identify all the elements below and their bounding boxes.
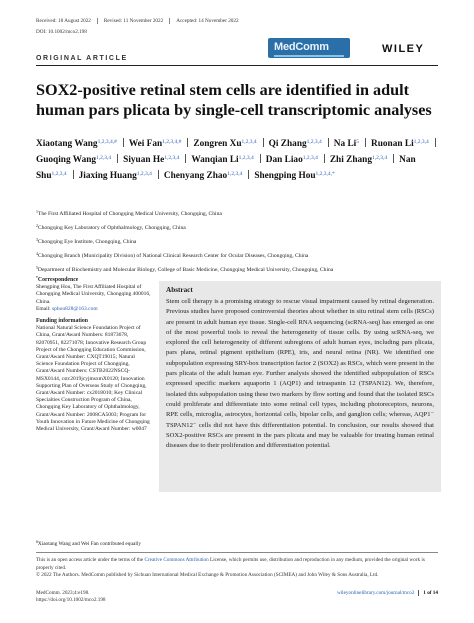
- license-text: This is an open access article under the terms of the: [36, 557, 145, 563]
- publisher-logo[interactable]: WILEY: [382, 43, 425, 55]
- correspondence-email-link[interactable]: sphou828@163.com: [52, 305, 98, 312]
- affiliation-item: $^1$The First Affiliated Hospital of Chongqing Medical University, Chongqing, China: [36, 210, 222, 217]
- author-name[interactable]: Jiaxing Huang$^{1,2,3,4}$: [78, 171, 152, 182]
- author-name[interactable]: Ruonan Li$^{1,2,3,4}$: [371, 139, 429, 149]
- correspondence-body: Shengping Hou, The First Affiliated Hospital of Chongqing Medical University, Chongqing 400016, China.: [36, 284, 151, 305]
- author-separator: [435, 138, 436, 147]
- email-label: Email:: [36, 305, 51, 312]
- author-separator: [263, 138, 264, 147]
- author-name[interactable]: Dan Liao$^{1,2,3,4}$: [265, 155, 318, 166]
- doi: DOI: 10.1002/mco2.198: [36, 29, 87, 35]
- author-affiliation-marks: 1,2,3,4: [413, 139, 429, 145]
- author-name[interactable]: Nan Shu$^{1,2,3,4}$: [36, 155, 416, 182]
- affiliation-item: $^5$Department of Biochemistry and Molecular Biology, College of Basic Medicine, Chongqing Medical University, Chongqing, China: [36, 266, 334, 274]
- author-name[interactable]: Chenyang Zhao$^{1,2,3,4}$: [163, 171, 243, 182]
- author-list: [36, 135, 446, 184]
- affiliation-item: $^3$Chongqing Eye Institute, Chongqing, China: [36, 238, 137, 246]
- author-affiliation-marks: 1,2,3,4: [136, 171, 152, 178]
- journal-logo-text: MedComm: [274, 41, 329, 53]
- author-affiliation-marks: 1,2,3,4: [371, 155, 388, 162]
- author-affiliation-marks: 1,2,3,4: [227, 171, 243, 178]
- author-separator: [158, 170, 159, 179]
- accepted-date: Accepted: 14 November 2022: [176, 18, 239, 24]
- license-text-end: License, which permits use, distribution and reproduction in any medium, provided the original work is properly cited.: [36, 557, 425, 571]
- revised-date: Revised: 11 November 2022: [104, 18, 170, 24]
- author-name[interactable]: Siyuan He$^{1,2,3,4}$: [123, 155, 180, 166]
- footnote-text: Xiaotang Wang and Wei Fan contributed equally: [37, 541, 142, 547]
- author-name[interactable]: Wei Fan$^{1,2,3,4,\#}$: [128, 139, 182, 149]
- copyright-line: © 2022 The Authors. MedComm published by Sichuan International Medical Exchange & Promotion Association (SCIMEA) and John Wiley & Sons Australia, Ltd.: [36, 572, 379, 578]
- page-footer: [36, 590, 438, 604]
- author-name[interactable]: Qi Zhang$^{1,2,3,4}$: [268, 139, 322, 149]
- author-name[interactable]: Na Li$^5$: [333, 139, 360, 149]
- author-separator: [185, 154, 186, 163]
- funding-information: [36, 318, 152, 433]
- contribution-footnote: [36, 540, 141, 547]
- journal-citation: MedComm. 2023;4:e198.: [36, 590, 90, 596]
- author-separator: [328, 138, 329, 147]
- affiliation-list: [36, 206, 446, 276]
- author-affiliation-marks: 1,2,3,4,#: [97, 139, 117, 145]
- received-date: Received: 18 August 2022: [36, 18, 98, 24]
- page-number: 1 of 14: [418, 590, 438, 596]
- author-affiliation-marks: 1,2,3,4: [238, 155, 254, 162]
- abstract-heading: Abstract: [166, 286, 193, 294]
- affiliation-item: $^2$Chongqing Key Laboratory of Ophthalmology, Chongqing, China: [36, 224, 186, 232]
- author-separator: [187, 138, 188, 147]
- author-affiliation-marks: 1,2,3,4: [96, 155, 112, 162]
- footnote-marker: #: [36, 540, 38, 544]
- author-affiliation-marks: 1,2,3,4: [164, 155, 180, 162]
- author-separator: [393, 154, 394, 163]
- author-affiliation-marks: 1,2,3,4,#: [162, 139, 182, 145]
- journal-site-link[interactable]: wileyonlinelibrary.com/journal/mco2: [336, 590, 415, 596]
- journal-logo[interactable]: [268, 38, 350, 58]
- author-separator: [117, 154, 118, 163]
- author-separator: [248, 170, 249, 179]
- abstract-text: Stem cell therapy is a promising strategy to rescue visual impairment caused by retinal degeneration. Previous studies have proposed controversial theories about whether in situ retinal stem cells (RSCs) are present in adult human eye tissue. Single-cell RNA sequencing (scRNA-seq) has emerged as one of the most powerful tools to reveal the heterogeneity of tissue cells. By using scRNA-seq, we explored the cell heterogeneity of different subregions of adult human eyes, including pars plicata, pars plana, retinal pigment epithelium (RPE), iris, and neural retina (NR). We identified one subpopulation expressing SRY-box transcription factor 2 (SOX2) as RSCs, which were present in the pars plicata of the adult human eye. Further analysis showed the identified subpopulation of RSCs expressed specific markers aquaporin 1 (AQP1) and tetraspanin 12 (TSPAN12). We, therefore, isolated this subpopulation using these two markers by flow sorting and found that the isolated RSCs could proliferate and differentiate into some retinal cell types, including photoreceptors, neurons, RPE cells, microglia, astrocytes, horizontal cells, bipolar cells, and ganglion cells; whereas, AQP1⁻ TSPAN12⁻ cells did not have this differentiation potential. In conclusion, our results showed that SOX2-positive RSCs are present in the pars plicata and may be valuable for treating human retinal diseases due to their proliferation and differentiation potential.: [166, 298, 434, 450]
- funding-heading: Funding information: [36, 318, 89, 325]
- side-column: [36, 275, 152, 438]
- author-name[interactable]: Xiaotang Wang$^{1,2,3,4,\#}$: [36, 139, 117, 149]
- author-separator: [73, 170, 74, 179]
- author-separator: [260, 154, 261, 163]
- author-separator: [324, 154, 325, 163]
- section-label: ORIGINAL ARTICLE: [36, 55, 128, 62]
- author-separator: [365, 138, 366, 147]
- creative-commons-link[interactable]: Creative Commons Attribution: [144, 557, 209, 563]
- funding-body: National Natural Science Foundation Project of China, Grant/Award Numbers: 81873678, 82070951, 82271078; Innovative Research Group Project of the Chongqing Education Commission, Grant/Award Number: CXQT19015; Natural Science Foundation Project of Chongqing, Grant/Award Numbers: CSTB2022NSCQ-MSX0144, cstc2019jcyjmsxmX0120; Innovation Supporting Plan of Overseas Study of Chongqing, Grant/Award Number: cx2018010; Key Clinical Specialties Construction Program of China, Chongqing Key Laboratory of Ophthalmology, Grant/Award Number: 2008CA5003; Program for Youth Innovation in Future Medicine of Chongqing Medical University, Grant/Award Number: w0047: [36, 325, 150, 433]
- footer-divider: [36, 552, 438, 553]
- author-name[interactable]: Zongren Xu$^{1,2,3,4}$: [193, 139, 257, 149]
- article-title: SOX2-positive retinal stem cells are identified in adult human pars plicata by single-cell transcriptomic analyses: [36, 81, 432, 119]
- author-separator: [123, 138, 124, 147]
- author-affiliation-marks: 1,2,3,4,*: [315, 171, 335, 178]
- author-name[interactable]: Shengping Hou$^{1,2,3,4,*}$: [254, 171, 335, 182]
- logo-underline: [274, 55, 344, 57]
- header-divider: [36, 65, 438, 66]
- abstract-box: [159, 281, 441, 492]
- correspondence: *Correspondence Shengping Hou, The First Affiliated Hospital of Chongqing Medical University, Chongqing 400016, China. Email: sphou828@163.com: [36, 276, 151, 312]
- author-name[interactable]: Guoqing Wang$^{1,2,3,4}$: [36, 155, 112, 166]
- author-affiliation-marks: 5: [356, 139, 360, 145]
- author-affiliation-marks: 1,2,3,4: [306, 139, 322, 145]
- article-dates: [36, 18, 438, 24]
- author-affiliation-marks: 1,2,3,4: [241, 139, 257, 145]
- license-statement: [36, 557, 438, 580]
- affiliation-item: $^4$Chongqing Branch (Municipality Division) of National Clinical Research Center for Ocular Diseases, Chongqing, China: [36, 252, 309, 260]
- author-affiliation-marks: 1,2,3,4: [302, 155, 318, 162]
- author-affiliation-marks: 1,2,3,4: [51, 171, 67, 178]
- author-name[interactable]: Wanqian Li$^{1,2,3,4}$: [191, 155, 254, 166]
- correspondence-heading: Correspondence: [37, 277, 79, 283]
- doi-link[interactable]: https://doi.org/10.1002/mco2.198: [36, 597, 106, 603]
- author-name[interactable]: Zhi Zhang$^{1,2,3,4}$: [329, 155, 388, 166]
